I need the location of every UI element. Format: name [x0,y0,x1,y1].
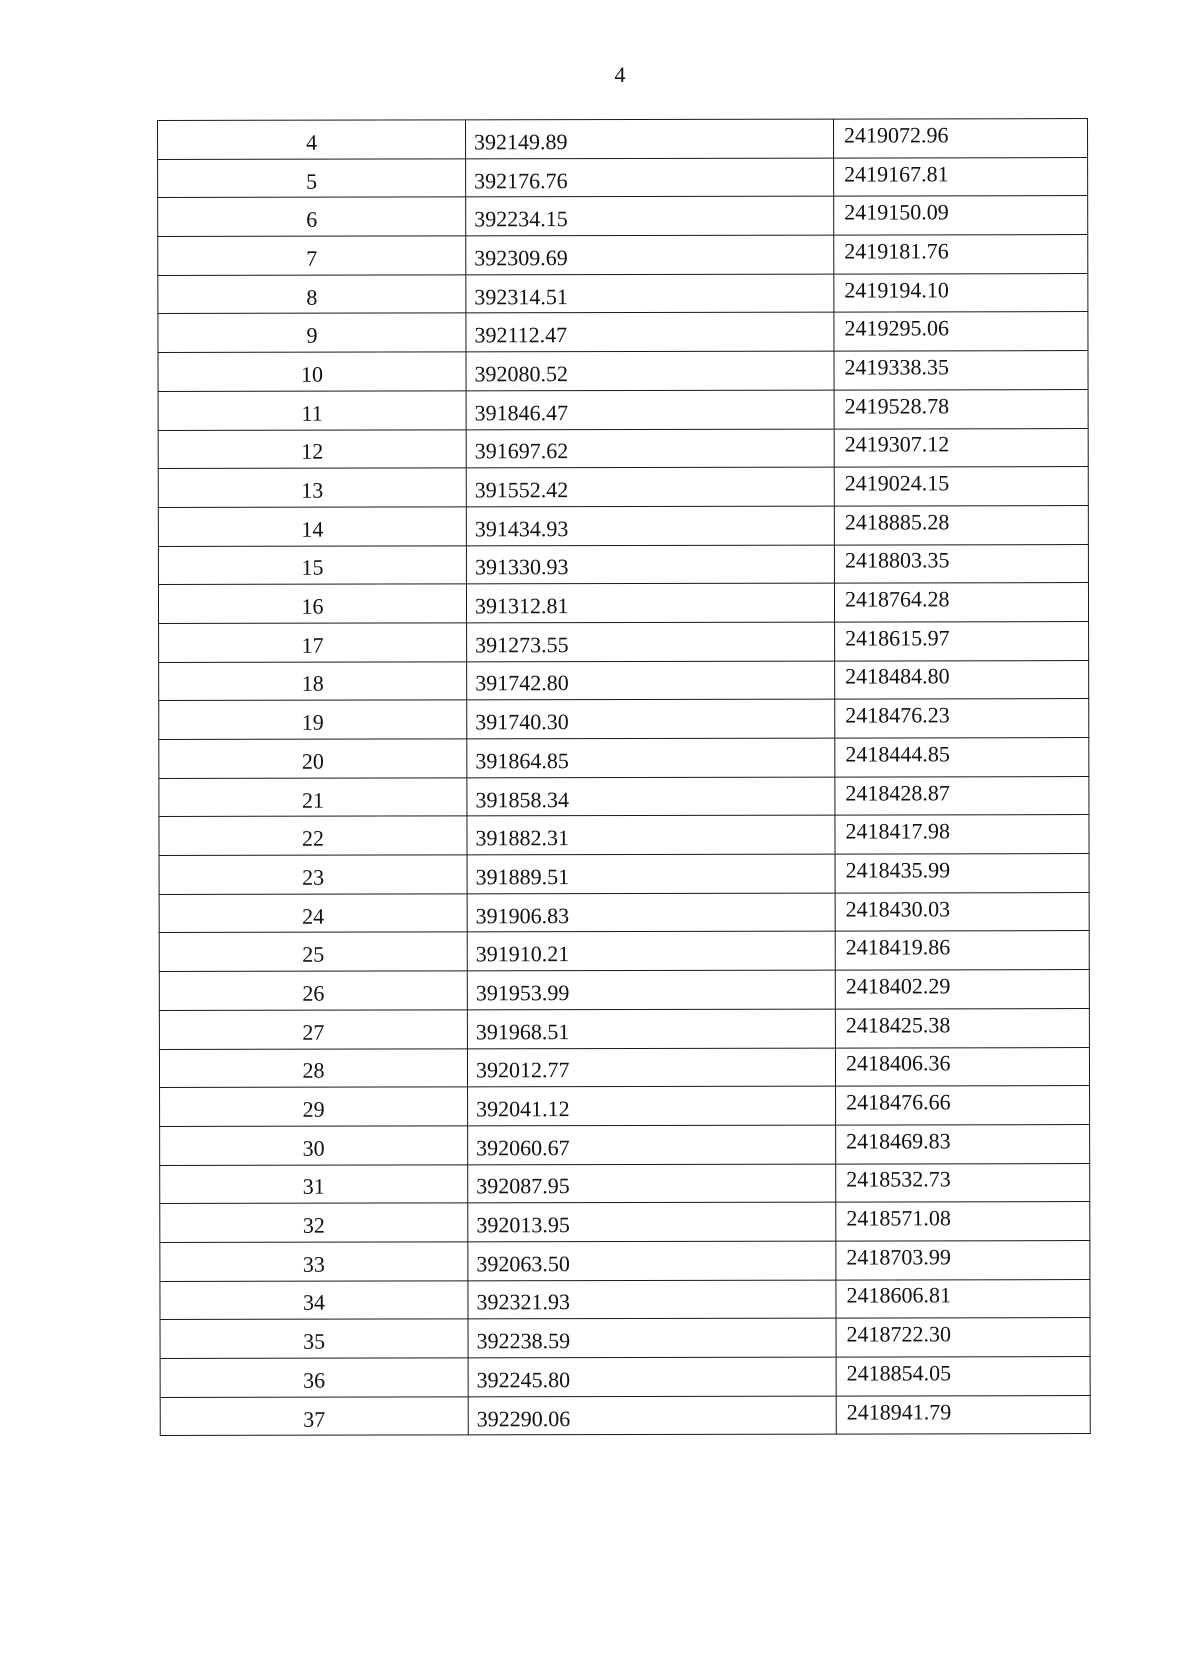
table-row [158,196,1088,237]
point-number-cell: 37 [160,1397,468,1436]
x-coordinate-cell: 392041.12 [468,1086,836,1125]
x-coordinate-cell: 391742.80 [467,661,835,700]
table-row [160,1086,1090,1127]
y-coordinate-cell: 2418444.85 [835,738,1089,777]
table-row [158,312,1088,353]
point-number-cell: 12 [158,429,466,468]
x-coordinate-cell: 392063.50 [468,1241,836,1280]
point-number-cell: 4 [158,120,466,159]
x-coordinate-cell: 391552.42 [466,467,834,506]
table-row [158,235,1088,276]
y-coordinate-cell: 2419167.81 [834,157,1088,196]
x-coordinate-cell: 391273.55 [467,622,835,661]
y-coordinate-cell: 2418615.97 [835,621,1089,660]
x-coordinate-cell: 392013.95 [468,1202,836,1241]
y-coordinate-cell: 2418425.38 [835,1008,1089,1047]
point-number-cell: 6 [158,197,466,236]
point-number-cell: 24 [159,894,467,933]
point-number-cell: 11 [158,391,466,430]
table-row [158,467,1088,508]
y-coordinate-cell: 2418532.73 [836,1163,1090,1202]
point-number-cell: 30 [160,1126,468,1165]
x-coordinate-cell: 391846.47 [466,390,834,429]
x-coordinate-cell: 392012.77 [467,1048,835,1087]
y-coordinate-cell: 2418484.80 [835,660,1089,699]
table-row [159,738,1089,779]
y-coordinate-cell: 2419194.10 [834,273,1088,312]
table-row [159,621,1089,662]
y-coordinate-cell: 2419338.35 [834,351,1088,390]
table-row [160,1357,1090,1398]
y-coordinate-cell: 2419072.96 [833,119,1087,158]
x-coordinate-cell: 392060.67 [468,1125,836,1164]
x-coordinate-cell: 392080.52 [466,351,834,390]
x-coordinate-cell: 391906.83 [467,893,835,932]
table-row [160,1395,1090,1436]
y-coordinate-cell: 2418722.30 [836,1318,1090,1357]
table-row [158,351,1088,392]
x-coordinate-cell: 391910.21 [467,932,835,971]
y-coordinate-cell: 2418469.83 [836,1124,1090,1163]
y-coordinate-cell: 2418571.08 [836,1202,1090,1241]
point-number-cell: 10 [158,352,466,391]
point-number-cell: 15 [158,545,466,584]
table-row [158,428,1088,469]
y-coordinate-cell: 2418803.35 [834,544,1088,583]
table-row [158,273,1088,314]
table-row [159,660,1089,701]
point-number-cell: 19 [159,700,467,739]
table-row [160,1318,1090,1359]
y-coordinate-cell: 2419295.06 [834,312,1088,351]
y-coordinate-cell: 2418406.36 [835,1047,1089,1086]
y-coordinate-cell: 2418941.79 [836,1395,1090,1434]
x-coordinate-cell: 391889.51 [467,854,835,893]
table-row [159,815,1089,856]
table-row [158,544,1088,585]
point-number-cell: 26 [159,971,467,1010]
table-row [159,1047,1089,1088]
x-coordinate-cell: 391882.31 [467,815,835,854]
point-number-cell: 13 [158,468,466,507]
point-number-cell: 35 [160,1319,468,1358]
y-coordinate-cell: 2418703.99 [836,1240,1090,1279]
table-row [159,931,1089,972]
x-coordinate-cell: 391740.30 [467,699,835,738]
x-coordinate-cell: 391434.93 [466,506,834,545]
point-number-cell: 18 [159,661,467,700]
point-number-cell: 7 [158,236,466,275]
y-coordinate-cell: 2418476.66 [836,1086,1090,1125]
table-row [160,1124,1090,1165]
x-coordinate-cell: 392309.69 [466,235,834,274]
table-row [159,854,1089,895]
point-number-cell: 27 [159,1010,467,1049]
table-row [158,157,1088,198]
point-number-cell: 22 [159,816,467,855]
table-row [158,119,1088,160]
y-coordinate-cell: 2419307.12 [834,428,1088,467]
x-coordinate-cell: 392112.47 [466,313,834,352]
table-row [160,1279,1090,1320]
y-coordinate-cell: 2418417.98 [835,815,1089,854]
x-coordinate-cell: 392314.51 [466,274,834,313]
x-coordinate-cell: 392290.06 [468,1396,836,1435]
point-number-cell: 16 [158,584,466,623]
point-number-cell: 9 [158,313,466,352]
y-coordinate-cell: 2418885.28 [834,505,1088,544]
x-coordinate-cell: 391953.99 [467,970,835,1009]
point-number-cell: 21 [159,778,467,817]
y-coordinate-cell: 2418430.03 [835,892,1089,931]
y-coordinate-cell: 2418854.05 [836,1357,1090,1396]
point-number-cell: 32 [160,1203,468,1242]
x-coordinate-cell: 391864.85 [467,738,835,777]
y-coordinate-cell: 2418419.86 [835,931,1089,970]
x-coordinate-cell: 392087.95 [468,1164,836,1203]
x-coordinate-cell: 392321.93 [468,1280,836,1319]
table-row [160,1240,1090,1281]
x-coordinate-cell: 391858.34 [467,777,835,816]
y-coordinate-cell: 2418764.28 [834,583,1088,622]
y-coordinate-cell: 2418476.23 [835,699,1089,738]
table-row [160,1163,1090,1204]
table-row [159,1008,1089,1049]
x-coordinate-cell: 391312.81 [466,583,834,622]
point-number-cell: 20 [159,739,467,778]
x-coordinate-cell: 392238.59 [468,1318,836,1357]
table-row [159,892,1089,933]
point-number-cell: 29 [160,1087,468,1126]
table-row [160,1202,1090,1243]
point-number-cell: 36 [160,1358,468,1397]
y-coordinate-cell: 2419150.09 [834,196,1088,235]
point-number-cell: 34 [160,1280,468,1319]
y-coordinate-cell: 2418435.99 [835,854,1089,893]
table-row [159,970,1089,1011]
table-row [158,389,1088,430]
coordinates-table-body [158,119,1091,1436]
point-number-cell: 31 [160,1164,468,1203]
y-coordinate-cell: 2419528.78 [834,389,1088,428]
point-number-cell: 8 [158,275,466,314]
point-number-cell: 28 [159,1048,467,1087]
point-number-cell: 14 [158,507,466,546]
x-coordinate-cell: 391968.51 [467,1009,835,1048]
point-number-cell: 23 [159,855,467,894]
x-coordinate-cell: 391330.93 [466,545,834,584]
table-row [159,699,1089,740]
point-number-cell: 33 [160,1242,468,1281]
y-coordinate-cell: 2418428.87 [835,776,1089,815]
x-coordinate-cell: 392245.80 [468,1357,836,1396]
coordinates-table [157,118,1091,1436]
y-coordinate-cell: 2419024.15 [834,467,1088,506]
x-coordinate-cell: 392176.76 [466,158,834,197]
y-coordinate-cell: 2418402.29 [835,970,1089,1009]
point-number-cell: 25 [159,932,467,971]
table-row [158,583,1088,624]
table-row [158,505,1088,546]
page-number: 4 [614,62,626,87]
x-coordinate-cell: 392149.89 [466,119,834,158]
point-number-cell: 17 [159,623,467,662]
x-coordinate-cell: 392234.15 [466,196,834,235]
point-number-cell: 5 [158,159,466,198]
y-coordinate-cell: 2418606.81 [836,1279,1090,1318]
x-coordinate-cell: 391697.62 [466,429,834,468]
table-row [159,776,1089,817]
y-coordinate-cell: 2419181.76 [834,235,1088,274]
